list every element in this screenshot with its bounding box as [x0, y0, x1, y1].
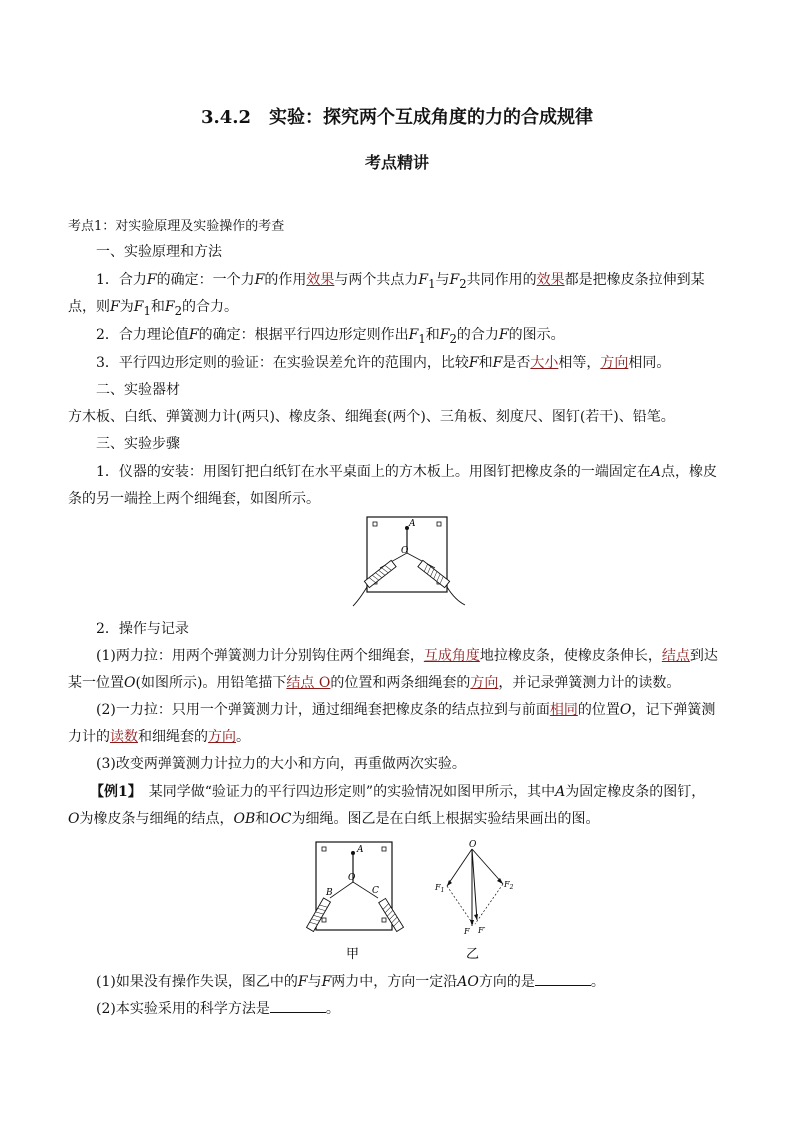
section-heading-equipment: 二、实验器材 — [96, 382, 180, 398]
step-2-heading: 2．操作与记录 — [96, 621, 189, 637]
svg-text:甲: 甲 — [346, 947, 360, 962]
example-1-line-1: 【例1】 某同学做“验证力的平行四边形定则”的实验情况如图甲所示，其中A为固定橡皮条的图钉， — [90, 784, 706, 800]
svg-text:A: A — [409, 519, 416, 529]
step-2-1-line-2: 某一位置O(如图所示)。用铅笔描下结点 O的位置和两条细绳套的方向，并记录弹簧测力计的读数。 — [68, 675, 681, 691]
apparatus-figure — [345, 510, 475, 610]
svg-text:O: O — [401, 546, 409, 556]
para-3: 3．平行四边形定则的验证：在实验误差允许的范围内，比较F和F是否大小相等，方向相同。 — [96, 355, 671, 371]
section-heading-principle: 一、实验原理和方法 — [96, 244, 222, 260]
kaodian-heading: 考点1：对实验原理及实验操作的考查 — [68, 219, 285, 234]
step-1-line-2: 条的另一端拴上两个细绳套，如图所示。 — [68, 491, 320, 507]
example-1-line-2: O为橡皮条与细绳的结点，OB和OC为细绳。图乙是在白纸上根据实验结果画出的图。 — [68, 811, 600, 827]
section-heading-steps: 三、实验步骤 — [96, 436, 180, 452]
step-2-1-line-1: (1)两力拉：用两个弹簧测力计分别钩住两个细绳套，互成角度地拉橡皮条，使橡皮条伸长，结点到达 — [96, 648, 718, 664]
step-2-2-line-1: (2)一力拉：只用一个弹簧测力计，通过细绳套把橡皮条的结点拉到与前面相同的位置O，记下弹簧测 — [96, 702, 716, 718]
svg-text:乙: 乙 — [466, 947, 480, 962]
svg-text:F′: F′ — [478, 926, 486, 935]
equipment-list: 方木板、白纸、弹簧测力计(两只)、橡皮条、细绳套(两个)、三角板、刻度尺、图钉(若干)、铅笔。 — [68, 409, 675, 425]
page-subtitle: 考点精讲 — [364, 153, 429, 172]
svg-text:O: O — [469, 840, 477, 850]
answer-blank-2[interactable] — [270, 1000, 326, 1013]
svg-text:O: O — [348, 873, 356, 883]
svg-text:C: C — [372, 886, 379, 896]
figure-yi — [425, 838, 525, 963]
answer-blank-1[interactable] — [535, 973, 591, 986]
para-1-line-2: 点，则F为$F_1$和$F_2$的合力。 — [68, 299, 238, 318]
svg-text:F1: $F_1$ — [435, 883, 445, 894]
svg-text:A: A — [357, 845, 364, 855]
para-2: 2．合力理论值F的确定：根据平行四边形定则作出$F_1$和$F_2$的合力F的图示。 — [96, 327, 565, 346]
page-title: 3.4.2 实验：探究两个互成角度的力的合成规律 — [200, 107, 594, 128]
question-2: (2)本实验采用的科学方法是 。 — [96, 1001, 340, 1017]
svg-text:F2: $F_2$ — [504, 880, 514, 891]
svg-text:F: F — [464, 927, 470, 936]
question-1: (1)如果没有操作失误，图乙中的F与F两力中，方向一定沿AO方向的是 。 — [96, 974, 605, 990]
svg-text:B: B — [326, 888, 333, 898]
step-1-line-1: 1．仪器的安装：用图钉把白纸钉在水平桌面上的方木板上。用图钉把橡皮条的一端固定在A点，橡皮 — [96, 464, 718, 480]
step-2-2-line-2: 力计的读数和细绳套的方向。 — [68, 729, 250, 745]
para-1-line-1: 1．合力F的确定：一个力F的作用效果与两个共点力$F_1$与$F_2$共同作用的效果都是把橡皮条拉伸到某 — [96, 272, 705, 291]
figure-jia — [300, 838, 410, 963]
step-2-3: (3)改变两弹簧测力计拉力的大小和方向，再重做两次实验。 — [96, 756, 466, 772]
